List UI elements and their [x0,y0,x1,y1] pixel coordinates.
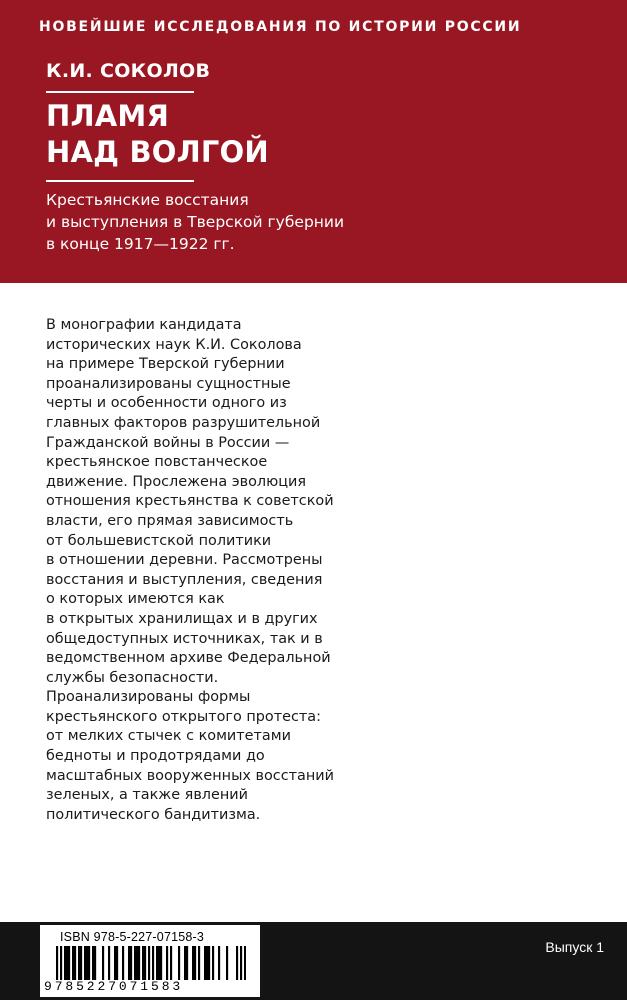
barcode-bar [186,946,188,980]
annotation-line: Гражданской войны в России — [46,434,290,451]
barcode-bar [184,946,186,980]
barcode-bar [198,946,200,980]
barcode-bar [148,946,150,980]
annotation-line: главных факторов разрушительной [46,414,321,431]
annotation-line: движение. Прослежена эволюция [46,473,307,490]
barcode-bar [130,946,132,980]
barcode-bar [144,946,146,980]
book-title-line: НАД ВОЛГОЙ [46,135,269,169]
barcode-bar [244,946,246,980]
series-title: НОВЕЙШИЕ ИССЛЕДОВАНИЯ ПО ИСТОРИИ РОССИИ [39,19,522,35]
barcode-bar [60,946,62,980]
annotation-line: отношения крестьянства к советской [46,493,334,510]
annotation-line: службы безопасности. [46,669,219,686]
barcode-bar [108,946,110,980]
barcode-bar [166,946,168,980]
barcode-bar [136,946,138,980]
barcode-bar [92,946,94,980]
book-subtitle [46,189,426,255]
barcode-bar [160,946,162,980]
annotation-line: крестьянское повстанческое [46,454,268,471]
annotation-line: общедоступных источниках, так и в [46,630,323,647]
barcode-bar [80,946,82,980]
barcode-bar [56,946,58,980]
annotation-line: Проанализированы формы [46,689,251,706]
barcode-bar [226,946,228,980]
barcode-bar [194,946,196,980]
author-name: К.И. СОКОЛОВ [46,60,211,82]
barcode-bar [102,946,104,980]
barcode-bar [74,946,76,980]
barcode-bar [218,946,220,980]
barcode-bar [128,946,130,980]
annotation-line: исторических наук К.И. Соколова [46,336,302,353]
annotation-line: на примере Тверской губернии [46,356,285,373]
barcode-bar [64,946,66,980]
annotation-line: о которых имеются как [46,591,225,608]
barcode-bar [158,946,160,980]
subtitle-line: и выступления в Тверской губернии [46,213,345,231]
issue-number: Выпуск 1 [545,939,604,955]
barcode-bar [236,946,238,980]
annotation-line: бедноты и продотрядами до [46,748,265,765]
barcode-bar [156,946,158,980]
barcode-bar [88,946,90,980]
barcode-bar [192,946,194,980]
barcode [40,925,260,997]
annotation-line: в открытых хранилищах и в других [46,610,318,627]
barcode-bar [240,946,242,980]
annotation-line: власти, его прямая зависимость [46,512,294,529]
barcode-bar [122,946,124,980]
barcode-bar [170,946,172,980]
divider-top [46,91,194,93]
barcode-bar [86,946,88,980]
annotation-line: политического бандитизма. [46,806,261,823]
barcode-bar [116,946,118,980]
annotation-line: от мелких стычек с комитетами [46,728,291,745]
barcode-bar [66,946,68,980]
barcode-bar [68,946,70,980]
annotation-text [46,316,366,825]
barcode-bar [212,946,214,980]
barcode-bar [72,946,74,980]
barcode-bar [78,946,80,980]
barcode-bar [178,946,180,980]
isbn-label: ISBN 978-5-227-07158-3 [60,930,205,944]
barcode-bar [204,946,206,980]
annotation-line: масштабных вооруженных восстаний [46,767,334,784]
subtitle-line: в конце 1917—1922 гг. [46,235,235,253]
annotation-line: от большевистской политики [46,532,272,549]
barcode-bar [206,946,208,980]
annotation-line: крестьянского открытого протеста: [46,708,321,725]
annotation-line: черты и особенности одного из [46,395,287,412]
divider-bottom [46,180,194,182]
annotation-line: восстания и выступления, сведения [46,571,323,588]
barcode-bars [56,946,246,980]
barcode-bar [152,946,154,980]
book-title [46,98,366,170]
annotation-line: зеленых, а также явлений [46,787,248,804]
book-title-line: ПЛАМЯ [46,99,169,133]
barcode-bar [84,946,86,980]
cover-band [0,0,627,283]
annotation-line: ведомственном архиве Федеральной [46,650,331,667]
barcode-bar [142,946,144,980]
barcode-bar [138,946,140,980]
annotation-line: проанализированы сущностные [46,375,291,392]
barcode-bar [94,946,96,980]
barcode-bar [114,946,116,980]
subtitle-line: Крестьянские восстания [46,191,249,209]
annotation-line: В монографии кандидата [46,317,242,333]
barcode-bar [208,946,210,980]
barcode-bar [134,946,136,980]
ean-digits: 9785227071583 [44,979,184,994]
annotation-line: в отношении деревни. Рассмотрены [46,552,323,569]
